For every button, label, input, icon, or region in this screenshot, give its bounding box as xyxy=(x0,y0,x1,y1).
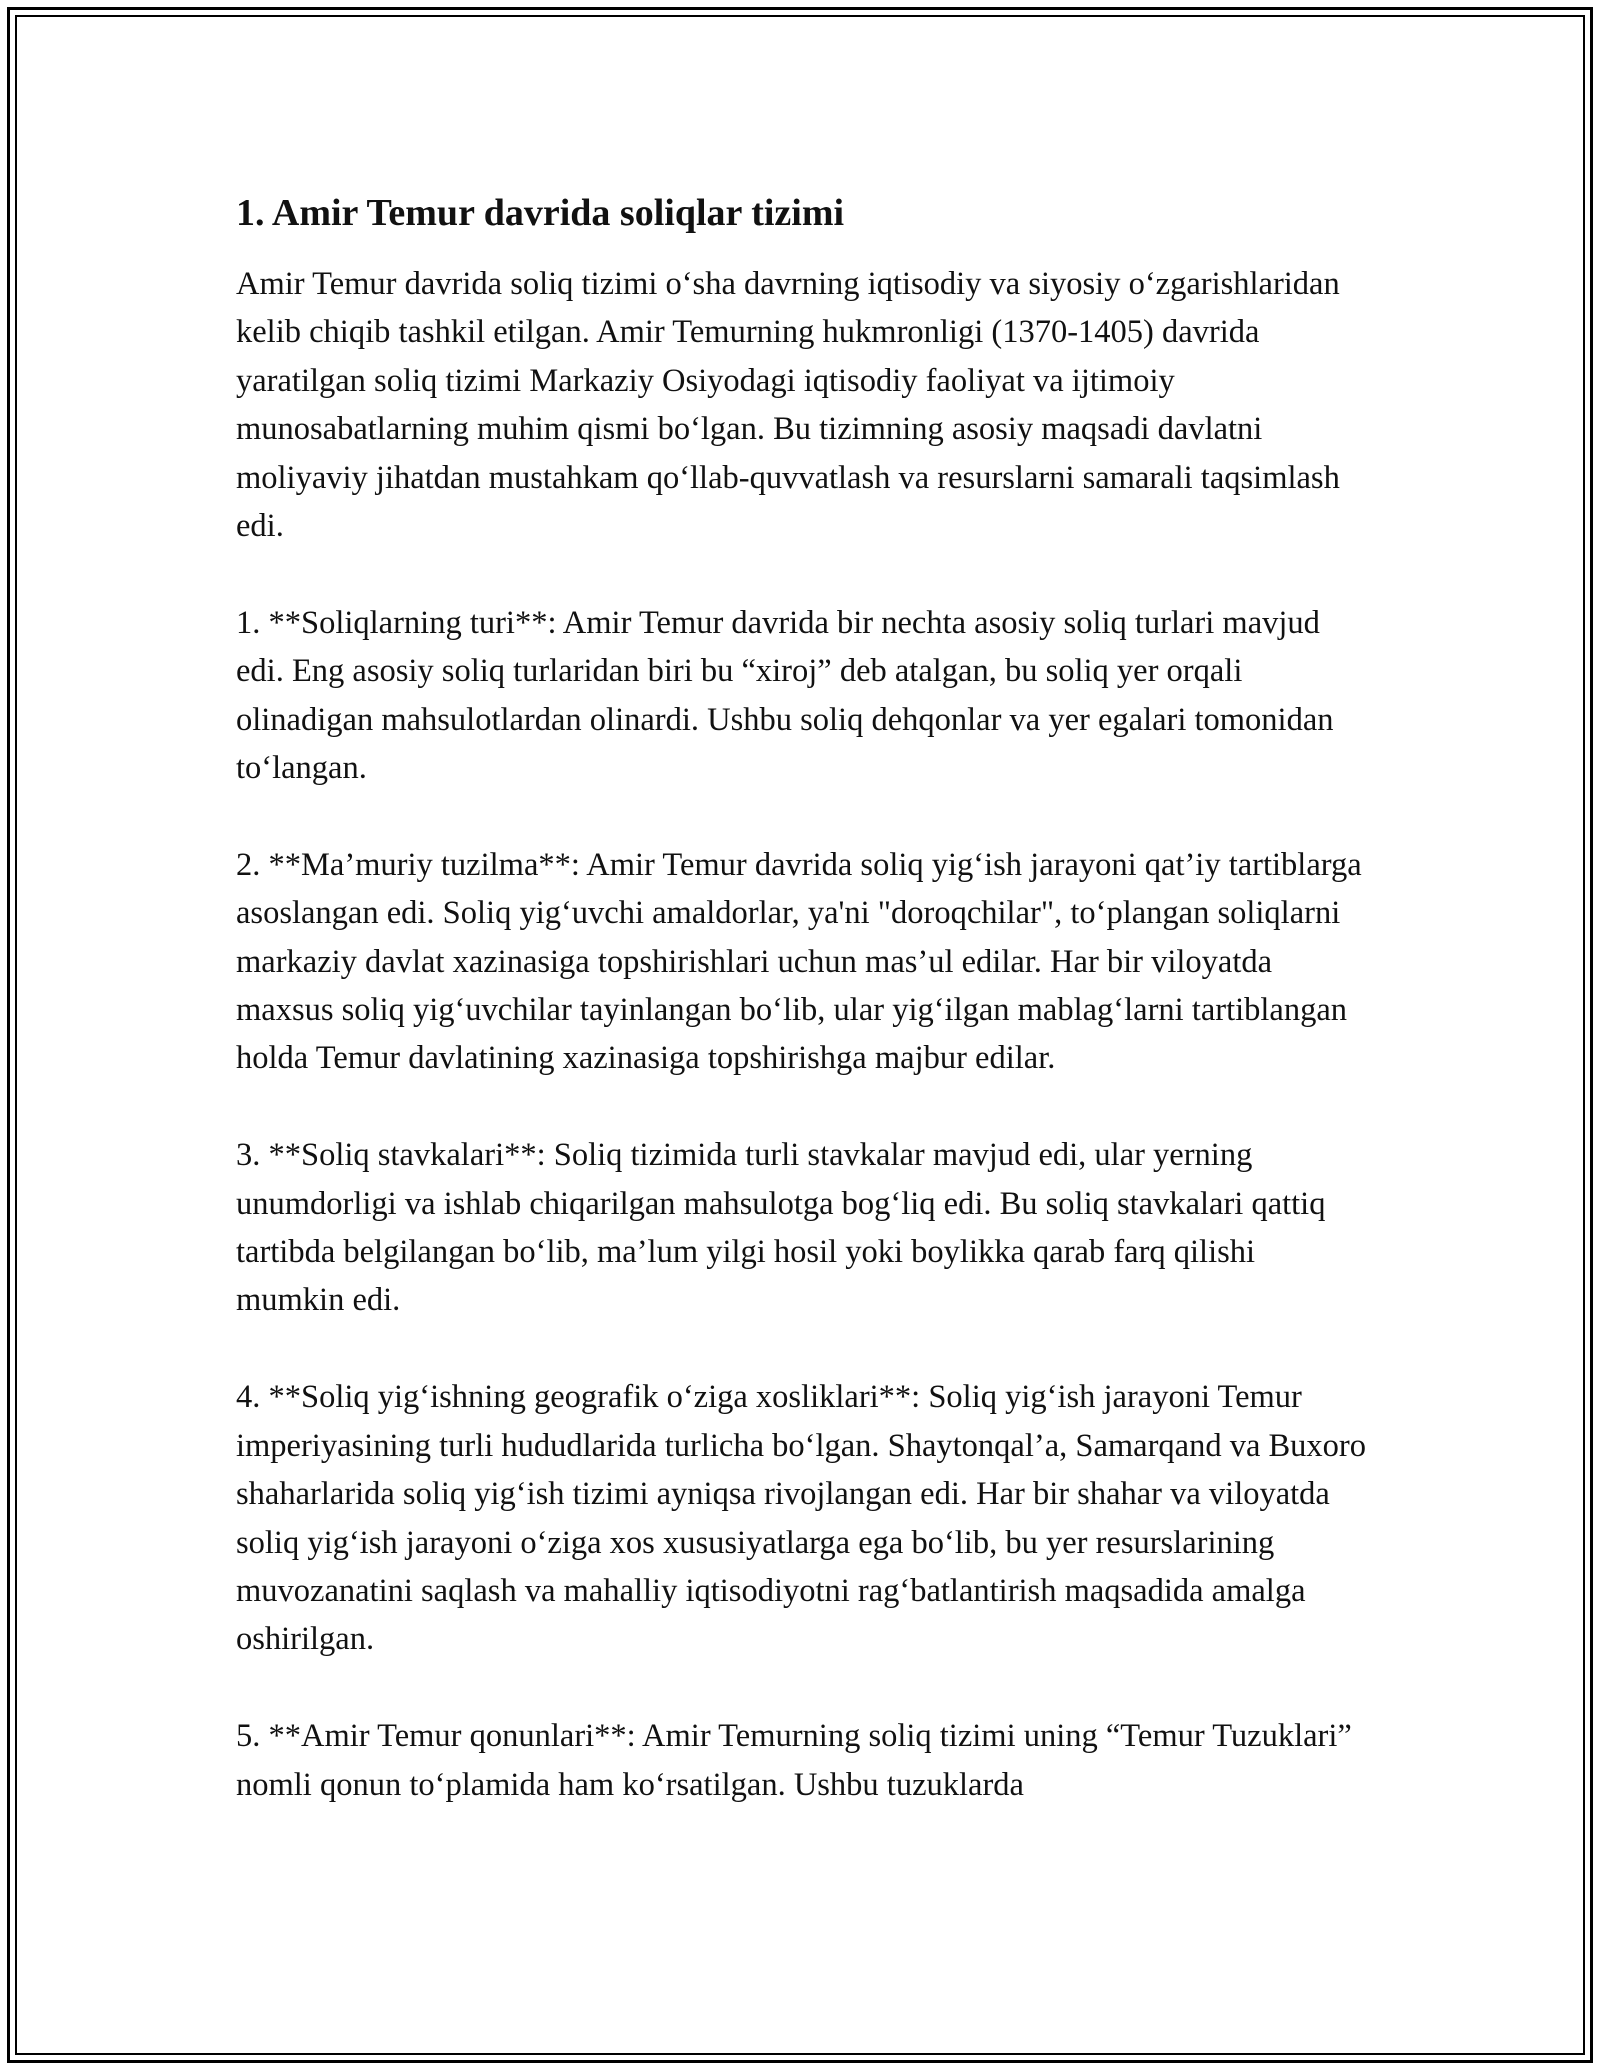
paragraph-temur-laws: 5. **Amir Temur qonunlari**: Amir Temurning soliq tizimi uning “Temur Tuzuklari” nomli qonun to‘plamida ham ko‘rsatilgan. Ushbu tuzuklarda xyxy=(236,1718,1352,1803)
document-body xyxy=(236,188,1366,1857)
intro-paragraph: Amir Temur davrida soliq tizimi o‘sha davrning iqtisodiy va siyosiy o‘zgarishlaridan kelib chiqib tashkil etilgan. Amir Temurning hukmronligi (1370-1405) davrida yaratilgan soliq tizimi Markaziy Osiyodagi iqtisodiy faoliyat va ijtimoiy munosabatlarning muhim qismi bo‘lgan. Bu tizimning asosiy maqsadi davlatni moliyaviy jihatdan mustahkam qo‘llab-quvvatlash va resurslarni samarali taqsimlash edi. xyxy=(236,266,1340,545)
paragraph-administrative-structure: 2. **Ma’muriy tuzilma**: Amir Temur davrida soliq yig‘ish jarayoni qat’iy tartiblarga asoslangan edi. Soliq yig‘uvchi amaldorlar, ya'ni "doroqchilar", to‘plangan soliqlarni markaziy davlat xazinasiga topshirishlari uchun mas’ul edilar. Har bir viloyatda maxsus soliq yig‘uvchilar tayinlangan bo‘lib, ular yig‘ilgan mablag‘larni tartiblangan holda Temur davlatining xazinasiga topshirishga majbur edilar. xyxy=(236,846,1362,1077)
paragraph-geographic-features: 4. **Soliq yig‘ishning geografik o‘ziga xosliklari**: Soliq yig‘ish jarayoni Temur imperiyasining turli hududlarida turlicha bo‘lgan. Shaytonqal’a, Samarqand va Buxoro shaharlarida soliq yig‘ish tizimi ayniqsa rivojlangan edi. Har bir shahar va viloyatda soliq yig‘ish jarayoni o‘ziga xos xususiyatlarga ega bo‘lib, bu yer resurslarining muvozanatini saqlash va mahalliy iqtisodiyotni rag‘batlantirish maqsadida amalga oshirilgan. xyxy=(236,1379,1367,1658)
paragraph-tax-rates: 3. **Soliq stavkalari**: Soliq tizimida turli stavkalar mavjud edi, ular yerning unumdorligi va ishlab chiqarilgan mahsulotga bog‘liq edi. Bu soliq stavkalari qattiq tartibda belgilangan bo‘lib, ma’lum yilgi hosil yoki boylikka qarab farq qilishi mumkin edi. xyxy=(236,1137,1326,1319)
section-heading: 1. Amir Temur davrida soliqlar tizimi xyxy=(236,192,845,234)
paragraph-tax-types: 1. **Soliqlarning turi**: Amir Temur davrida bir nechta asosiy soliq turlari mavjud edi. Eng asosiy soliq turlaridan biri bu “xiroj” deb atalgan, bu soliq yer orqali olinadigan mahsulotlardan olinardi. Ushbu soliq dehqonlar va yer egalari tomonidan to‘langan. xyxy=(236,604,1334,787)
